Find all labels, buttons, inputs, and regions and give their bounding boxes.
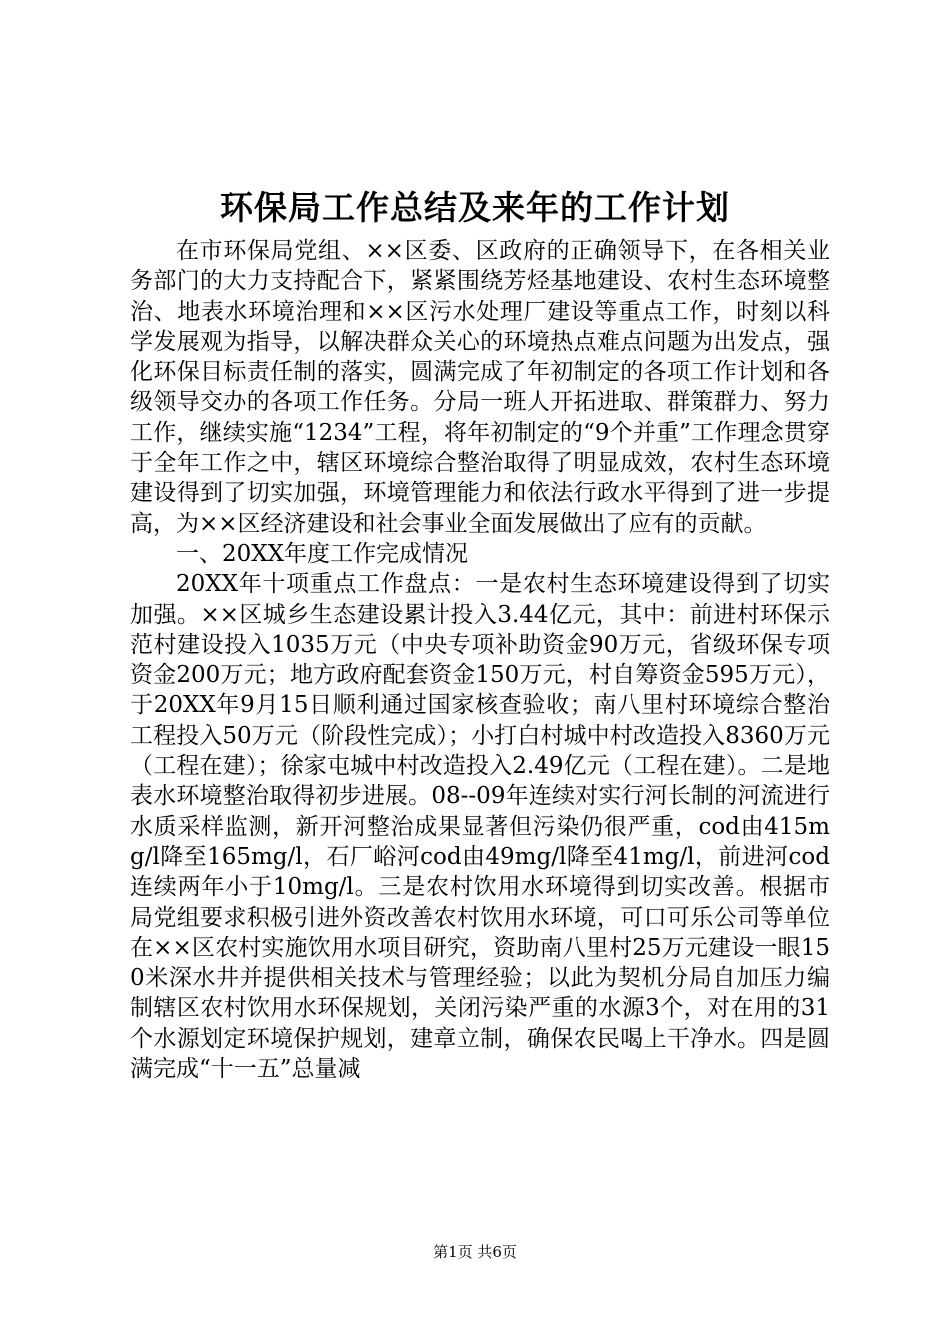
body-paragraph: 20XX年十项重点工作盘点：一是农村生态环境建设得到了切实加强。××区城乡生态建设累计投入3.44亿元，其中：前进村环保示范村建设投入1035万元（中央专项补助资金90万元，省级环保专项资金200万元；地方政府配套资金150万元，村自筹资金595万元），于20XX年9月15日顺利通过国家核查验收；南八里村环境综合整治工程投入50万元（阶段性完成）；小打白村城中村改造投入8360万元（工程在建）；徐家屯城中村改造投入2.49亿元（工程在建）。二是地表水环境整治取得初步进展。08--09年连续对实行河长制的河流进行水质采样监测，新开河整治成果显著但污染仍很严重，cod由415mg/l降至165mg/l，石厂峪河cod由49mg/l降至41mg/l，前进河cod连续两年小于10mg/l。三是农村饮用水环境得到切实改善。根据市局党组要求积极引进外资改善农村饮用水环境，可口可乐公司等单位在××区农村实施饮用水项目研究，资助南八里村25万元建设一眼150米深水井并提供相关技术与管理经验；以此为契机分局自加压力编制辖区农村饮用水环保规划，关闭污染严重的水源3个，对在用的31个水源划定环境保护规划，建章立制，确保农民喝上干净水。四是圆满完成“十一五”总量减 — [130, 571, 830, 1083]
intro-paragraph: 在市环保局党组、××区委、区政府的正确领导下，在各相关业务部门的大力支持配合下，紧紧围绕芳烃基地建设、农村生态环境整治、地表水环境治理和××区污水处理厂建设等重点工作，时刻以科学发展观为指导，以解决群众关心的环境热点难点问题为出发点，强化环保目标责任制的落实，圆满完成了年初制定的各项工作计划和各级领导交办的各项工作任务。分局一班人开拓进取、群策群力、努力工作，继续实施“1234”工程，将年初制定的“9个并重”工作理念贯穿于全年工作之中，辖区环境综合整治取得了明显成效，农村生态环境建设得到了切实加强，环境管理能力和依法行政水平得到了进一步提高，为××区经济建设和社会事业全面发展做出了应有的贡献。 — [130, 238, 830, 537]
page-footer: 第1页 共6页 — [433, 1243, 517, 1261]
document-body — [130, 236, 830, 1084]
document-title: 环保局工作总结及来年的工作计划 — [220, 188, 730, 227]
section-heading: 一、20XX年度工作完成情况 — [176, 540, 469, 567]
